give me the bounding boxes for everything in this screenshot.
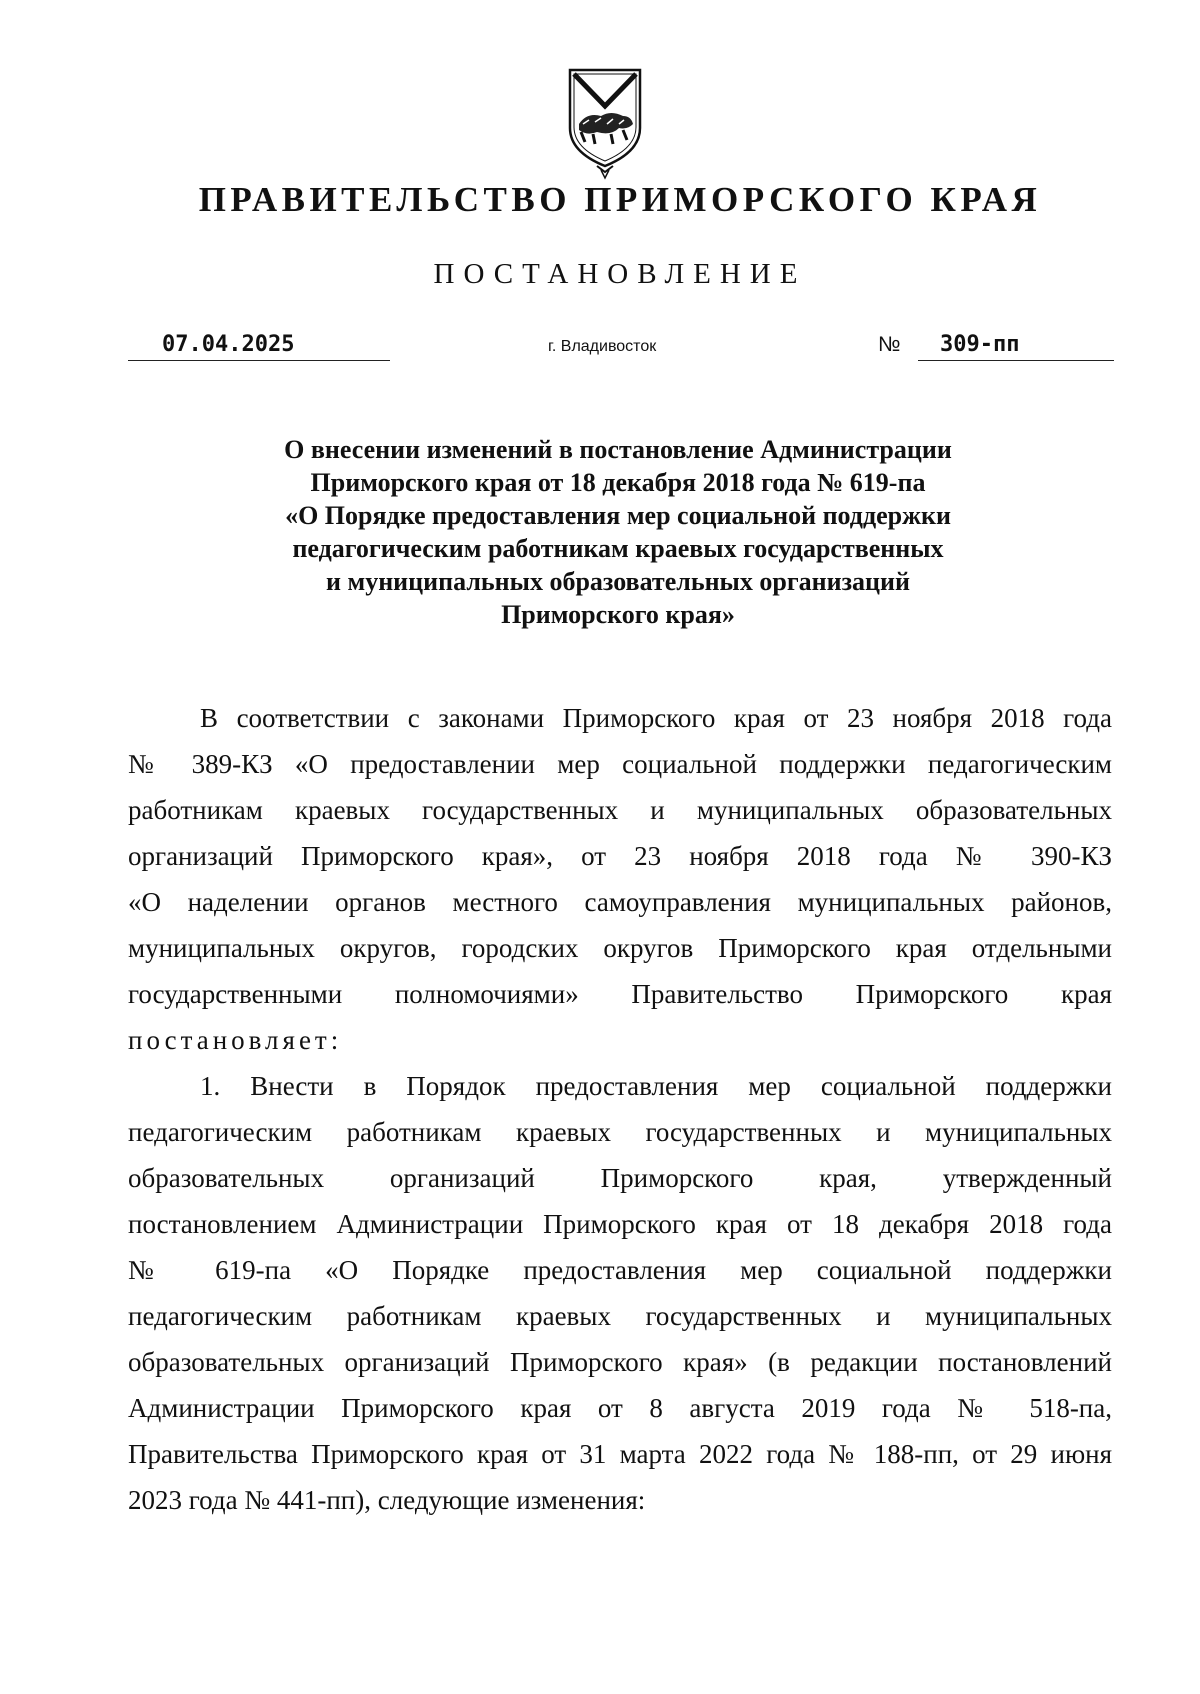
document-type-heading: ПОСТАНОВЛЕНИЕ: [433, 258, 807, 290]
body-line: Администрации Приморского края от 8 августа 2019 года № 518-па,: [128, 1393, 1112, 1423]
document-number: 309-пп: [918, 330, 1114, 361]
body-line: педагогическим работникам краевых государственных и муниципальных: [128, 1117, 1112, 1147]
document-city: г. Владивосток: [548, 338, 657, 355]
body-line: образовательных организаций Приморского края, утвержденный: [128, 1163, 1112, 1193]
document-subject: [200, 433, 1036, 631]
subject-line: «О Порядке предоставления мер социальной поддержки: [285, 501, 951, 530]
body-line: организаций Приморского края», от 23 ноября 2018 года № 390-КЗ: [128, 841, 1112, 871]
body-line: 2023 года № 441-пп), следующие изменения:: [128, 1485, 646, 1515]
body-line: государственными полномочиями» Правительство Приморского края: [128, 979, 1112, 1009]
body-line: Правительства Приморского края от 31 марта 2022 года № 188-пп, от 29 июня: [128, 1439, 1112, 1469]
number-sign: №: [878, 333, 901, 356]
body-line: 1. Внести в Порядок предоставления мер социальной поддержки: [200, 1071, 1112, 1101]
coat-of-arms-emblem: [567, 66, 643, 180]
body-line: В соответствии с законами Приморского края от 23 ноября 2018 года: [200, 703, 1112, 733]
body-line: педагогическим работникам краевых государственных и муниципальных: [128, 1301, 1112, 1331]
document-date: 07.04.2025: [128, 330, 390, 361]
subject-line: Приморского края от 18 декабря 2018 года № 619-па: [310, 468, 926, 497]
body-line: муниципальных округов, городских округов Приморского края отдельными: [128, 933, 1112, 963]
body-line: «О наделении органов местного самоуправления муниципальных районов,: [128, 887, 1112, 917]
subject-line: и муниципальных образовательных организаций: [326, 567, 910, 596]
body-line: № 389-КЗ «О предоставлении мер социальной поддержки педагогическим: [128, 749, 1112, 779]
government-title: ПРАВИТЕЛЬСТВО ПРИМОРСКОГО КРАЯ: [198, 180, 1042, 219]
body-line: работникам краевых государственных и муниципальных образовательных: [128, 795, 1112, 825]
subject-line: Приморского края»: [501, 600, 735, 629]
body-line: постановлением Администрации Приморского края от 18 декабря 2018 года: [128, 1209, 1112, 1239]
body-line: № 619-па «О Порядке предоставления мер социальной поддержки: [128, 1255, 1112, 1285]
body-line: образовательных организаций Приморского края» (в редакции постановлений: [128, 1347, 1112, 1377]
subject-line: О внесении изменений в постановление Администрации: [284, 435, 952, 464]
body-line-resolves: постановляет:: [128, 1025, 343, 1055]
subject-line: педагогическим работникам краевых государственных: [292, 534, 944, 563]
